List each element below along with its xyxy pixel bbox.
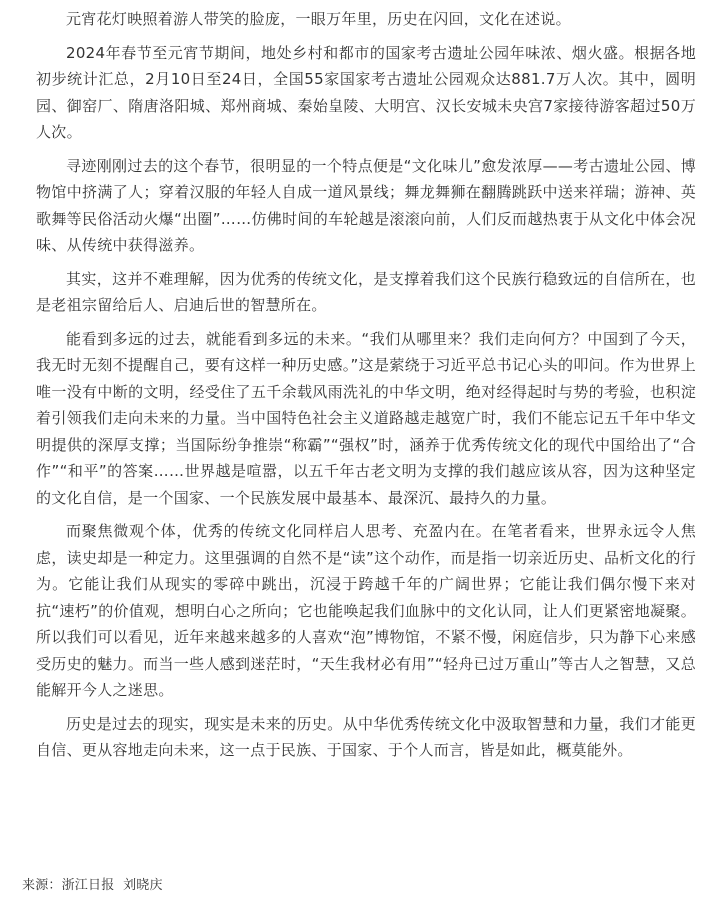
article-paragraph: 能看到多远的过去，就能看到多远的未来。“我们从哪里来？我们走向何方？中国到了今天，我无时无刻不提醒自己，要有这样一种历史感。”这是萦绕于习近平总书记心头的叩问。作为世界上唯一没有中断的文明，经受住了五千余载风雨洗礼的中华文明，绝对经得起时与势的考验，也积淀着引领我们走向未来的力量。当中国特色社会主义道路越走越宽广时，我们不能忘记五千年中华文明提供的深厚支撑；当国际纷争推崇“称霸”“强权”时，涵养于优秀传统文化的现代中国给出了“合作”“和平”的答案……世界越是喧嚣，以五千年古老文明为支撑的我们越应该从容，因为这种坚定的文化自信，是一个国家、一个民族发展中最基本、最深沉、最持久的力量。: [36, 329, 696, 507]
article-paragraph: 而聚焦微观个体，优秀的传统文化同样启人思考、充盈内在。在笔者看来，世界永远令人焦虑，读史却是一种定力。这里强调的自然不是“读”这个动作，而是指一切亲近历史、品析文化的行为。它能让我们从现实的零碎中跳出，沉浸于跨越千年的广阔世界；它能让我们偶尔慢下来对抗“速朽”的价值观，想明白心之所向；它也能唤起我们血脉中的文化认同，让人们更紧密地凝聚。所以我们可以看见，近年来越来越多的人喜欢“泡”博物馆，不紧不慢，闲庭信步，只为静下心来感受历史的魅力。而当一些人感到迷茫时，“天生我材必有用”“轻舟已过万重山”等古人之智慧，又总能解开今人之迷思。: [36, 522, 696, 699]
article-paragraph: 历史是过去的现实，现实是未来的历史。从中华优秀传统文化中汲取智慧和力量，我们才能更自信、更从容地走向未来，这一点于民族、于国家、于个人而言，皆是如此，概莫能外。: [36, 714, 696, 759]
source-gap: [114, 878, 123, 893]
source-label: 来源：: [22, 878, 62, 893]
author-name: 刘晓庆: [123, 878, 163, 893]
source-outlet: 浙江日报: [61, 878, 115, 893]
article-body: [36, 6, 696, 771]
article-paragraph: 其实，这并不难理解，因为优秀的传统文化，是支撑着我们这个民族行稳致远的自信所在，也是老祖宗留给后人、启迪后世的智慧所在。: [36, 269, 696, 314]
article-paragraph: 寻迹刚刚过去的这个春节，很明显的一个特点便是“文化味儿”愈发浓厚——考古遗址公园、博物馆中挤满了人；穿着汉服的年轻人自成一道风景线；舞龙舞狮在翻腾跳跃中送来祥瑞；游神、英歌舞等民俗活动火爆“出圈”……仿佛时间的车轮越是滚滚向前，人们反而越热衷于从文化中体会况味、从传统中获得滋养。: [36, 156, 696, 254]
article-paragraph: 2024年春节至元宵节期间，地处乡村和都市的国家考古遗址公园年味浓、烟火盛。根据各地初步统计汇总，2月10日至24日，全国55家国家考古遗址公园观众达881.7万人次。其中，圆明园、御窑厂、隋唐洛阳城、郑州商城、秦始皇陵、大明宫、汉长安城未央宫7家接待游客超过50万人次。: [36, 43, 696, 141]
article-paragraph: 元宵花灯映照着游人带笑的脸庞，一眼万年里，历史在闪回，文化在述说。: [66, 10, 571, 28]
source-attribution: [22, 876, 163, 896]
